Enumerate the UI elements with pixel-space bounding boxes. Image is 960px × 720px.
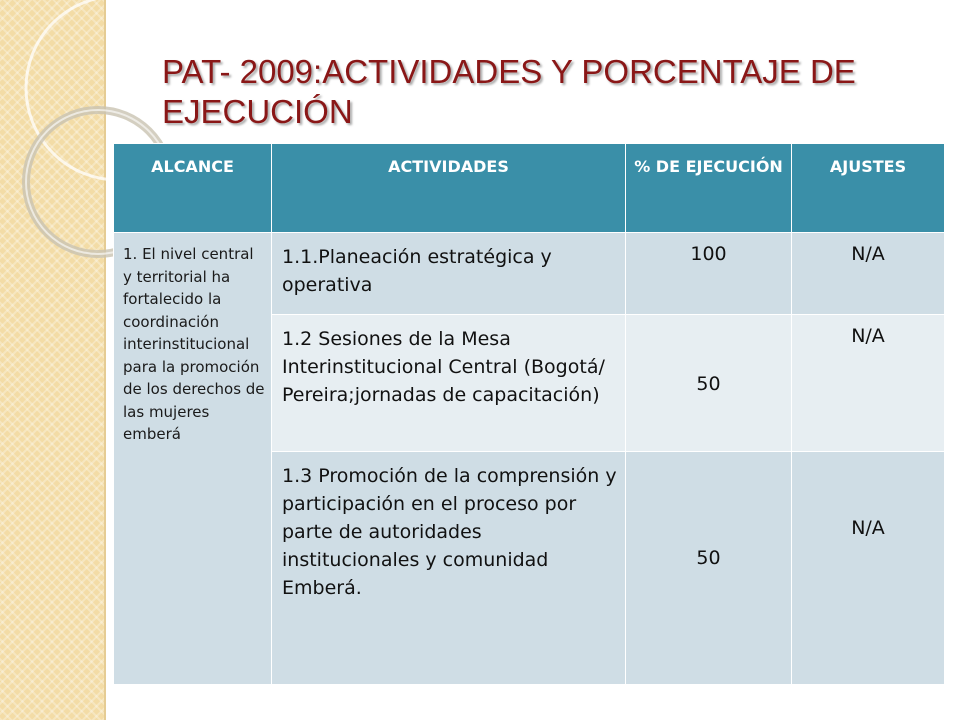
- execution-value: 50: [696, 547, 721, 569]
- execution-cell: [626, 452, 792, 685]
- table-row: [114, 233, 945, 315]
- header-alcance: ALCANCE: [114, 144, 272, 233]
- activity-cell: 1.3 Promoción de la comprensión y participación en el proceso por parte de autoridades institucionales y comunidad Emberá.: [272, 452, 626, 685]
- activities-table-container: [113, 143, 944, 685]
- header-actividades: ACTIVIDADES: [272, 144, 626, 233]
- adjustment-cell: N/A: [792, 315, 945, 452]
- adjustment-cell: N/A: [792, 233, 945, 315]
- adjustment-cell: [792, 452, 945, 685]
- activities-table: [113, 143, 945, 685]
- execution-value: 50: [696, 373, 721, 395]
- table-header-row: [114, 144, 945, 233]
- alcance-cell: 1. El nivel central y territorial ha fortalecido la coordinación interinstitucional para la promoción de los derechos de las mujeres emberá: [114, 233, 272, 685]
- execution-cell: [626, 315, 792, 452]
- execution-cell: 100: [626, 233, 792, 315]
- activity-cell: 1.2 Sesiones de la Mesa Interinstitucional Central (Bogotá/ Pereira;jornadas de capacitación): [272, 315, 626, 452]
- header-ajustes: AJUSTES: [792, 144, 945, 233]
- adjustment-value: N/A: [851, 517, 885, 539]
- activity-cell: 1.1.Planeación estratégica y operativa: [272, 233, 626, 315]
- slide-title: PAT- 2009:ACTIVIDADES Y PORCENTAJE DE EJECUCIÓN: [162, 53, 856, 130]
- header-ejecucion: % DE EJECUCIÓN: [626, 144, 792, 233]
